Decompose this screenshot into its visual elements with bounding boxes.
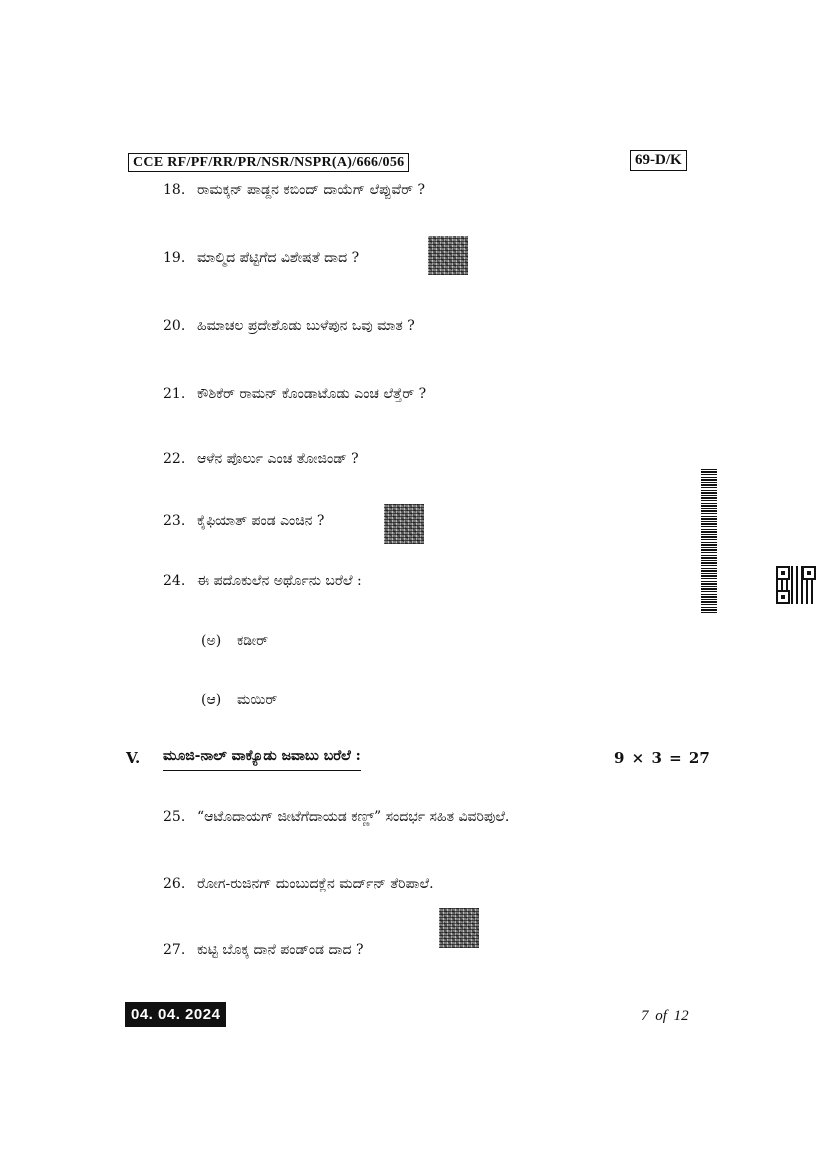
question-22 — [163, 449, 359, 469]
noise-square-icon — [428, 236, 468, 275]
question-25 — [163, 807, 509, 827]
page-number: 7 of 12 — [641, 1008, 689, 1024]
question-23 — [163, 511, 324, 531]
question-19 — [163, 248, 359, 268]
question-text: ಕೌಶಿಕೆರ್ ರಾಮನ್ ಕೊಂಡಾಟೊಡು ಎಂಚ ಲೆತ್ತೆರ್ ? — [197, 386, 427, 402]
question-text: ಮಾಲ್ಮಿದ ಪೆಟ್ಟಿಗೆದ ವಿಶೇಷತೆ ದಾದ ? — [197, 250, 360, 266]
question-number: 21. — [163, 386, 186, 402]
question-number: 25. — [163, 809, 186, 825]
question-20 — [163, 316, 415, 336]
question-18 — [163, 180, 425, 200]
section-number: V. — [126, 749, 141, 767]
question-text: ಆಳೆನ ಪೊರ್ಲು ಎಂಚ ತೋಜಿಂಡ್ ? — [197, 451, 359, 467]
section-marks: 9 × 3 = 27 — [614, 749, 710, 767]
option-text: ಮಯಿರ್ — [237, 692, 278, 708]
exam-code: CCE RF/PF/RR/PR/NSR/NSPR(A)/666/056 — [128, 153, 409, 172]
question-number: 24. — [163, 573, 186, 589]
option-b — [201, 690, 277, 710]
question-text: ಹಿಮಾಚಲ ಪ್ರದೇಶೊಡು ಬುಳೆಪುನ ಒವು ಮಾತ ? — [197, 318, 415, 334]
noise-square-icon — [439, 908, 479, 948]
option-mark: (ಆ) — [201, 692, 222, 708]
option-mark: (ಅ) — [201, 633, 222, 649]
question-number: 26. — [163, 876, 186, 892]
barcode-icon — [701, 469, 717, 613]
question-27 — [163, 940, 363, 960]
question-26 — [163, 874, 434, 894]
question-text: ಈ ಪದೊಕುಲೆನ ಅರ್ಥೊನು ಬರೆಲೆ : — [197, 573, 362, 589]
section-title: ಮೂಜಿ-ನಾಲ್ ವಾಕ್ಯೊಡು ಜವಾಬು ಬರೆಲೆ : — [163, 748, 361, 771]
question-number: 19. — [163, 250, 186, 266]
question-text: ರೋಗ-ರುಜಿನಗ್ ದುಂಬುದಕ್ಲೆನ ಮರ್ದ್‌ನ್ ತೆರಿಪಾಲೆ. — [197, 876, 434, 892]
noise-square-icon — [384, 504, 424, 544]
question-21 — [163, 384, 426, 404]
paper-code: 69-D/K — [630, 150, 687, 171]
option-text: ಕಡೀರ್ — [237, 633, 269, 649]
question-text: ಕುಟ್ಟಿ ಬೊಕ್ಕ ದಾನೆ ಪಂಡ್‌ಂಡ ದಾದ ? — [197, 942, 364, 958]
question-number: 22. — [163, 451, 186, 467]
question-text: “ಆಟೊದಾಯಗ್ ಜೀಟೆಗೆದಾಯಡ ಕಣ್ಣ್” ಸಂದರ್ಭ ಸಹಿತ ವಿವರಿಪುಲೆ. — [197, 809, 510, 825]
option-a — [201, 631, 268, 651]
question-number: 27. — [163, 942, 186, 958]
qr-code-icon — [776, 566, 816, 604]
question-number: 20. — [163, 318, 186, 334]
question-text: ಕೈಫಿಯಾತ್ ಪಂಡ ಎಂಚಿನ ? — [197, 513, 325, 529]
question-number: 18. — [163, 182, 186, 198]
question-text: ರಾಮಕ್ಕನ್ ಪಾಡ್ದನ ಕಬಿಂದ್ ದಾಯೆಗ್ ಲೆಪ್ಪುವೆರ್ ? — [197, 182, 425, 198]
question-24 — [163, 571, 362, 591]
exam-date: 04. 04. 2024 — [125, 1002, 226, 1027]
question-number: 23. — [163, 513, 186, 529]
